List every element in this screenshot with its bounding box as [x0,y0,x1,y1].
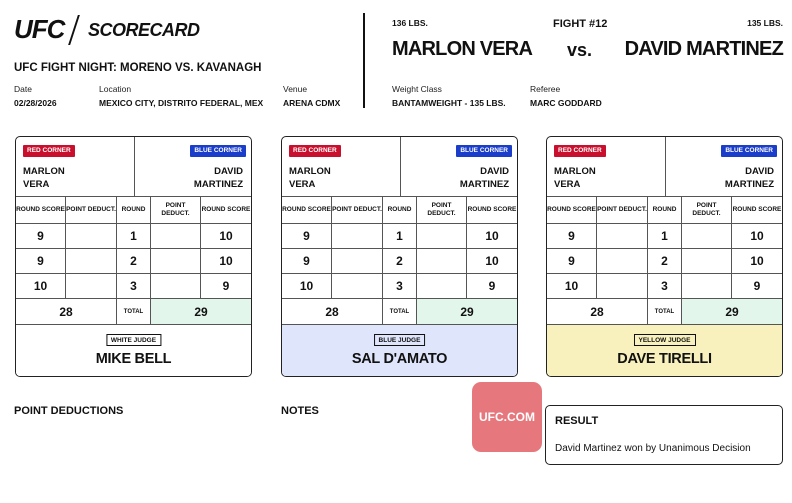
blue-total-score: 29 [151,299,251,324]
blue-point-deduct [417,249,467,273]
blue-point-deduct [682,249,732,273]
judge-card [281,136,518,377]
judge-card [15,136,252,377]
blue-round-score: 10 [485,229,499,243]
red-fighter-weight: 136 LBS. [392,18,428,28]
red-round-score: 10 [16,274,66,298]
table-row [547,274,782,299]
blue-fighter-first-name: DAVID [214,166,243,177]
red-point-deduct [332,274,383,298]
blue-round-score-header: ROUND SCORE [201,206,251,213]
round-number: 2 [117,249,151,273]
blue-fighter-weight: 135 LBS. [747,18,783,28]
weight-class-label: Weight Class [392,84,442,94]
red-point-deduct [66,249,117,273]
blue-point-deduct [417,224,467,248]
red-fighter-first-name: MARLON [554,166,596,177]
referee-value: MARC GODDARD [530,98,602,108]
red-round-score-header: ROUND SCORE [282,197,332,223]
table-row [547,249,782,274]
judge-section [282,325,517,377]
red-point-deduct-header: POINT DEDUCT. [332,197,383,223]
red-point-deduct [597,224,648,248]
red-round-score: 10 [547,274,597,298]
table-row [282,249,517,274]
red-fighter-first-name: MARLON [23,166,65,177]
point-deductions-heading: POINT DEDUCTIONS [14,405,124,417]
blue-point-deduct [682,274,732,298]
blue-round-score-header: ROUND SCORE [732,206,782,213]
round-header: ROUND [383,197,417,223]
result-text: David Martinez won by Unanimous Decision [555,443,751,454]
blue-round-score-header: ROUND SCORE [467,206,517,213]
table-row [16,249,251,274]
red-round-score: 9 [282,224,332,248]
logo-divider [68,15,80,45]
page-title: SCORECARD [88,20,200,40]
blue-total-score: 29 [417,299,517,324]
fight-number: FIGHT #12 [553,18,608,30]
location-label: Location [99,84,132,94]
card-header-divider [400,137,401,197]
round-number: 1 [383,224,417,248]
red-point-deduct [332,224,383,248]
result-box [545,405,783,465]
red-corner-badge: RED CORNER [23,145,75,157]
blue-fighter-last-name: MARTINEZ [724,179,774,190]
red-fighter-last-name: VERA [23,179,50,190]
result-heading: RESULT [555,415,599,427]
red-fighter-name: MARLON VERA [392,38,533,60]
blue-point-deduct-header: POINT DEDUCT. [682,197,732,223]
judge-section [16,325,251,377]
red-fighter-last-name: VERA [289,179,316,190]
round-number: 1 [648,224,682,248]
table-header-row [547,197,782,224]
blue-round-score: 9 [488,279,496,293]
round-number: 3 [117,274,151,298]
blue-point-deduct [682,224,732,248]
ufc-logo: UFC [14,14,65,44]
red-total-score: 28 [282,299,383,324]
ufc-com-stamp: UFC.COM [472,382,542,452]
total-label: TOTAL [383,299,417,324]
table-row [282,274,517,299]
table-row [16,224,251,249]
blue-fighter-last-name: MARTINEZ [459,179,509,190]
red-point-deduct [597,249,648,273]
round-header: ROUND [117,197,151,223]
blue-total-score: 29 [682,299,782,324]
table-header-row [16,197,251,224]
red-point-deduct-header: POINT DEDUCT. [597,197,648,223]
red-round-score: 10 [282,274,332,298]
judge-badge: WHITE JUDGE [106,334,161,346]
round-number: 2 [648,249,682,273]
blue-fighter-first-name: DAVID [480,166,509,177]
notes-heading: NOTES [281,405,319,417]
red-point-deduct-header: POINT DEDUCT. [66,197,117,223]
blue-point-deduct [417,274,467,298]
round-number: 3 [383,274,417,298]
referee-label: Referee [530,84,561,94]
red-point-deduct [332,249,383,273]
red-round-score: 9 [547,224,597,248]
blue-point-deduct [151,274,201,298]
judge-name: MIKE BELL [95,351,172,367]
red-corner-badge: RED CORNER [554,145,606,157]
table-header-row [282,197,517,224]
blue-round-score: 10 [485,254,499,268]
red-round-score-header: ROUND SCORE [547,197,597,223]
blue-round-score: 10 [750,229,764,243]
blue-corner-badge: BLUE CORNER [456,145,512,157]
weight-class-value: BANTAMWEIGHT - 135 LBS. [392,98,506,108]
blue-fighter-last-name: MARTINEZ [193,179,243,190]
card-header [547,137,782,197]
venue-label: Venue [283,84,308,94]
judge-name: SAL D'AMATO [351,351,448,367]
red-point-deduct [66,274,117,298]
round-number: 3 [648,274,682,298]
blue-corner-badge: BLUE CORNER [721,145,777,157]
red-fighter-last-name: VERA [554,179,581,190]
card-header [282,137,517,197]
blue-fighter-name: DAVID MARTINEZ [624,38,783,60]
red-point-deduct [66,224,117,248]
red-round-score: 9 [547,249,597,273]
red-round-score: 9 [282,249,332,273]
blue-point-deduct-header: POINT DEDUCT. [417,197,467,223]
blue-corner-badge: BLUE CORNER [190,145,246,157]
judge-card [546,136,783,377]
judge-badge: BLUE JUDGE [374,334,426,346]
red-round-score-header: ROUND SCORE [16,197,66,223]
blue-round-score: 9 [753,279,761,293]
table-row [16,274,251,299]
red-corner-badge: RED CORNER [289,145,341,157]
date-label: Date [14,84,32,94]
versus-label: vs. [567,40,593,60]
blue-round-score: 10 [750,254,764,268]
blue-round-score: 10 [219,254,233,268]
round-number: 2 [383,249,417,273]
total-row [282,299,517,325]
round-header: ROUND [648,197,682,223]
blue-round-score: 10 [219,229,233,243]
red-point-deduct [597,274,648,298]
card-header [16,137,251,197]
blue-round-score: 9 [222,279,230,293]
judge-name: DAVE TIRELLI [617,351,712,367]
red-round-score: 9 [16,249,66,273]
red-round-score: 9 [16,224,66,248]
total-row [16,299,251,325]
blue-point-deduct [151,249,201,273]
event-name: UFC FIGHT NIGHT: MORENO VS. KAVANAGH [14,62,262,74]
venue-value: ARENA CDMX [283,98,341,108]
red-fighter-first-name: MARLON [289,166,331,177]
total-row [547,299,782,325]
blue-point-deduct [151,224,201,248]
total-label: TOTAL [117,299,151,324]
location-value: MEXICO CITY, DISTRITO FEDERAL, MEX [99,98,264,108]
total-label: TOTAL [648,299,682,324]
header-divider [363,13,365,108]
blue-point-deduct-header: POINT DEDUCT. [151,197,201,223]
date-value: 02/28/2026 [14,98,57,108]
red-total-score: 28 [547,299,648,324]
blue-fighter-first-name: DAVID [745,166,774,177]
judge-badge: YELLOW JUDGE [633,334,695,346]
table-row [282,224,517,249]
judge-section [547,325,782,377]
round-number: 1 [117,224,151,248]
card-header-divider [665,137,666,197]
red-total-score: 28 [16,299,117,324]
card-header-divider [134,137,135,197]
table-row [547,224,782,249]
